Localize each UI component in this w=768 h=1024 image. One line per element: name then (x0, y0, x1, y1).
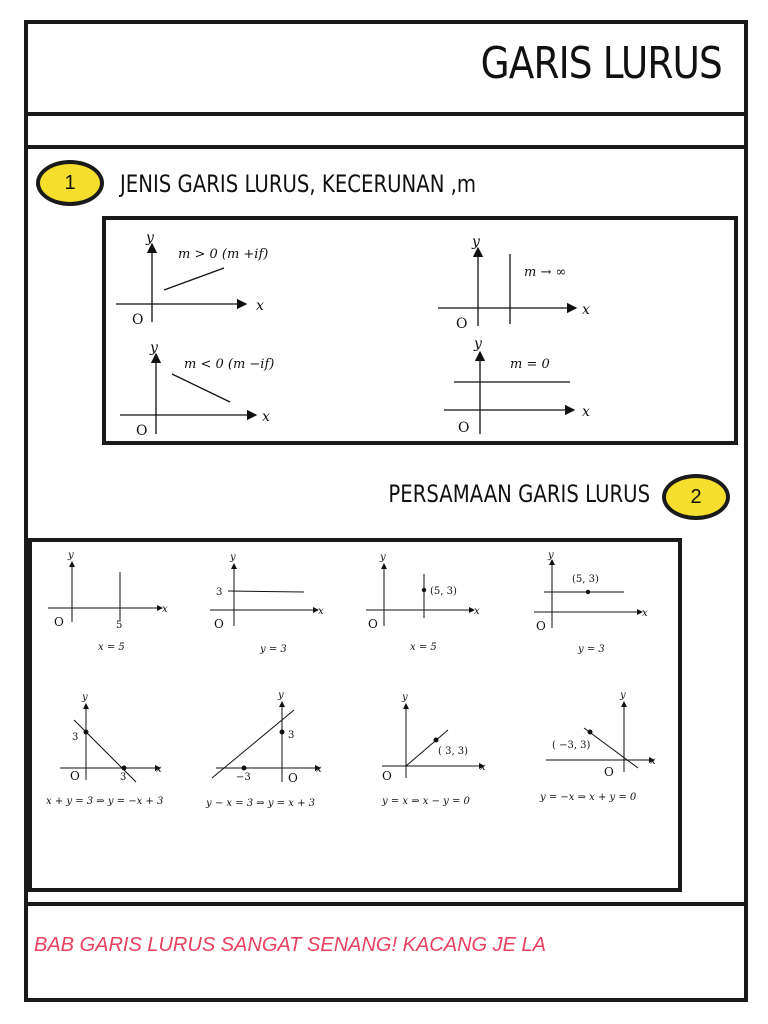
line-y-equals-minus-x (584, 728, 638, 768)
axis-y-label: y (278, 690, 284, 701)
origin-label: O (536, 619, 546, 633)
gradient-types-diagram (106, 220, 734, 441)
tick-label: −3 (236, 772, 251, 783)
point-label: (5, 3) (430, 586, 457, 597)
origin-label: O (288, 771, 298, 785)
point-label: ( 3, 3) (438, 746, 469, 757)
section-heading-1: JENIS GARIS LURUS, KECERUNAN ,m (120, 170, 477, 198)
infinite-gradient-label: m → ∞ (524, 265, 567, 280)
origin-label: O (54, 615, 64, 629)
positive-gradient-line (164, 268, 224, 290)
axis-x-label: x (474, 606, 480, 617)
axis-x-label: x (316, 764, 322, 775)
axis-y-label: y (146, 230, 154, 246)
point-marker (434, 738, 439, 743)
point-marker (84, 730, 89, 735)
equation-caption-6: y − x = 3 ⇒ y = x + 3 (206, 798, 315, 809)
axis-x-label: x (582, 404, 590, 420)
equation-caption-8: y = −x ⇒ x + y = 0 (540, 792, 637, 803)
zero-gradient-label: m = 0 (510, 357, 550, 372)
axis-x-label: x (582, 302, 590, 318)
axis-y-label: y (380, 552, 386, 563)
point-marker (242, 766, 247, 771)
origin-label: O (136, 423, 148, 439)
axis-x-label: x (318, 606, 324, 617)
point-label: ( −3, 3) (552, 740, 591, 751)
axis-x-label: x (642, 608, 648, 619)
axis-x-label: x (156, 764, 162, 775)
axis-y-label: y (82, 692, 88, 703)
negative-gradient-line (172, 374, 230, 402)
origin-label: O (70, 769, 80, 783)
origin-label: O (382, 769, 392, 783)
point-marker (586, 590, 590, 594)
equations-panel (28, 538, 682, 892)
tick-label: 3 (120, 772, 127, 783)
origin-label: O (604, 765, 614, 779)
axis-x-label: x (480, 762, 486, 773)
section-number-badge-1 (36, 160, 104, 206)
footer-bar (24, 902, 748, 1002)
page-title: GARIS LURUS (480, 38, 722, 89)
section-number-1: 1 (64, 171, 76, 194)
equations-diagram (32, 542, 678, 888)
axis-y-label: y (472, 234, 480, 250)
positive-gradient-label: m > 0 (m +if) (178, 247, 269, 262)
axis-x-label: x (650, 756, 656, 767)
equation-caption-7: y = x ⇒ x − y = 0 (382, 796, 470, 807)
equation-caption-3: x = 5 (410, 642, 437, 653)
section-number-2: 2 (690, 485, 702, 508)
line-y-equals-3 (228, 591, 304, 592)
equation-caption-2: y = 3 (260, 644, 287, 655)
section-heading-2: PERSAMAAN GARIS LURUS (388, 480, 650, 508)
equation-caption-1: x = 5 (98, 642, 125, 653)
axis-y-label: y (548, 550, 554, 561)
point-marker (422, 588, 426, 592)
axis-y-label: y (620, 690, 626, 701)
axis-y-label: y (230, 552, 236, 563)
tick-label: 3 (216, 587, 223, 598)
title-bar (24, 20, 748, 116)
point-marker (122, 766, 127, 771)
footer-note: BAB GARIS LURUS SANGAT SENANG! KACANG JE LA (34, 934, 546, 956)
origin-label: O (458, 420, 470, 436)
axis-y-label: y (474, 336, 482, 352)
origin-label: O (368, 617, 378, 631)
equation-caption-5: x + y = 3 ⇒ y = −x + 3 (46, 796, 164, 807)
tick-label: 3 (288, 730, 295, 741)
origin-label: O (132, 312, 144, 328)
point-label: (5, 3) (572, 574, 599, 585)
axis-x-label: x (262, 409, 270, 425)
negative-gradient-label: m < 0 (m −if) (184, 357, 275, 372)
point-marker (588, 730, 593, 735)
line-x-plus-y-equals-3 (74, 720, 136, 782)
axis-x-label: x (256, 298, 264, 314)
axis-x-label: x (162, 604, 168, 615)
tick-label: 5 (116, 620, 123, 631)
equation-caption-4: y = 3 (578, 644, 605, 655)
section-number-badge-2 (662, 474, 730, 520)
origin-label: O (456, 316, 468, 332)
gradient-types-panel (102, 216, 738, 445)
tick-label: 3 (72, 732, 79, 743)
axis-y-label: y (68, 550, 74, 561)
axis-y-label: y (402, 692, 408, 703)
point-marker (280, 730, 285, 735)
spacer-row (24, 116, 748, 149)
origin-label: O (214, 617, 224, 631)
axis-y-label: y (150, 340, 158, 356)
